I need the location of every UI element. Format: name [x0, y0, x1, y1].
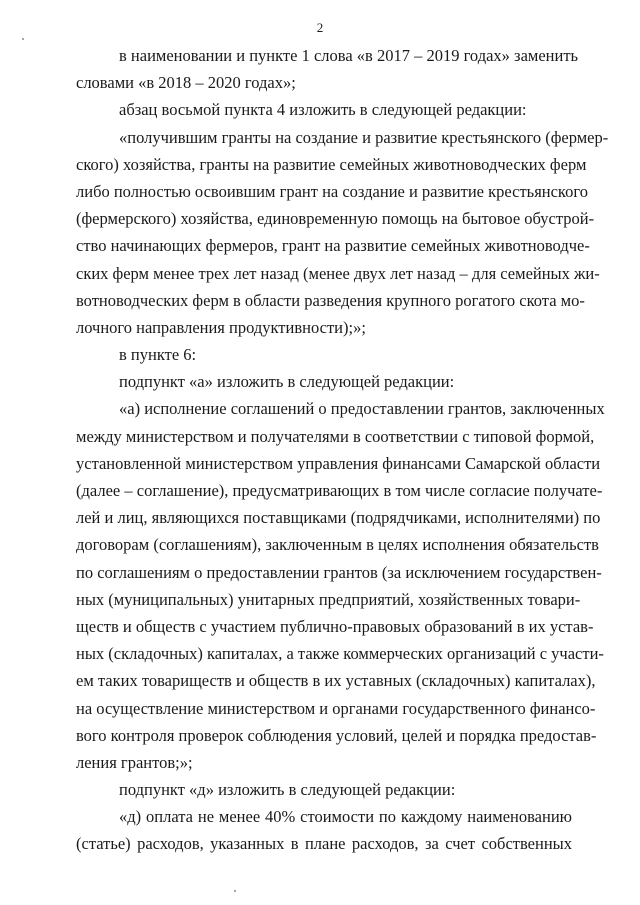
text-line: по соглашениям о предоставлении грантов (за исключением государствен- [76, 562, 602, 582]
text-line: (далее – соглашение), предусматривающих в том числе согласие получате- [76, 481, 603, 500]
text-line: вотноводческих ферм в области разведения крупного рогатого скота мо- [76, 290, 585, 310]
text-line: лей и лиц, являющихся поставщиками (подрядчиками, исполнителями) по [76, 508, 601, 528]
text-line: (статье) расходов, указанных в плане расходов, за счет собственных [76, 834, 572, 854]
text-line: «а) исполнение соглашений о предоставлении грантов, заключенных [119, 399, 605, 419]
text-line: ем таких товариществ и обществ в их уставных (складочных) капиталах), [76, 671, 596, 691]
text-line: подпункт «д» изложить в следующей редакции: [119, 780, 456, 800]
text-line: подпункт «а» изложить в следующей редакции: [119, 372, 455, 392]
text-line: «получившим гранты на создание и развитие крестьянского (фермер- [119, 127, 609, 147]
document-body [76, 42, 609, 858]
text-line: вого контроля проверок соблюдения условий, целей и порядка предостав- [76, 725, 597, 745]
scan-speck [234, 890, 236, 892]
text-line: ных (складочных) капиталах, а также коммерческих организаций с участи- [76, 644, 604, 664]
text-line: словами «в 2018 – 2020 годах»; [76, 73, 296, 93]
text-line: ления грантов;»; [76, 752, 193, 772]
text-line: «д) оплата не менее 40% стоимости по каждому наименованию [119, 807, 572, 827]
text-line: ского) хозяйства, гранты на развитие семейных животноводческих ферм [76, 154, 587, 174]
text-line: между министерством и получателями в соответствии с типовой формой, [76, 426, 595, 446]
text-line: ных (муниципальных) унитарных предприятий, хозяйственных товари- [76, 589, 581, 609]
text-line: установленной министерством управления финансами Самарской области [76, 453, 601, 473]
text-line: в наименовании и пункте 1 слова «в 2017 – 2019 годах» заменить [119, 46, 579, 65]
text-line: договорам (соглашениям), заключенным в целях исполнения обязательств [76, 535, 599, 555]
text-line: на осуществление министерством и органами государственного финансо- [76, 698, 596, 718]
scan-speck [22, 38, 24, 40]
text-line: в пункте 6: [119, 345, 197, 365]
text-line: ских ферм менее трех лет назад (менее двух лет назад – для семейных жи- [76, 263, 600, 283]
text-line: (фермерского) хозяйства, единовременную помощь на бытовое обустрой- [76, 209, 595, 229]
text-line: абзац восьмой пункта 4 изложить в следующей редакции: [119, 100, 527, 120]
text-line: ство начинающих фермеров, грант на развитие семейных животноводче- [76, 236, 590, 256]
text-line: ществ и обществ с участием публично-правовых образований в их устав- [76, 616, 594, 636]
text-line: лочного направления продуктивности);»; [76, 317, 366, 337]
text-line: либо полностью освоившим грант на создание и развитие крестьянского [76, 181, 588, 201]
page-number: 2 [316, 20, 324, 35]
